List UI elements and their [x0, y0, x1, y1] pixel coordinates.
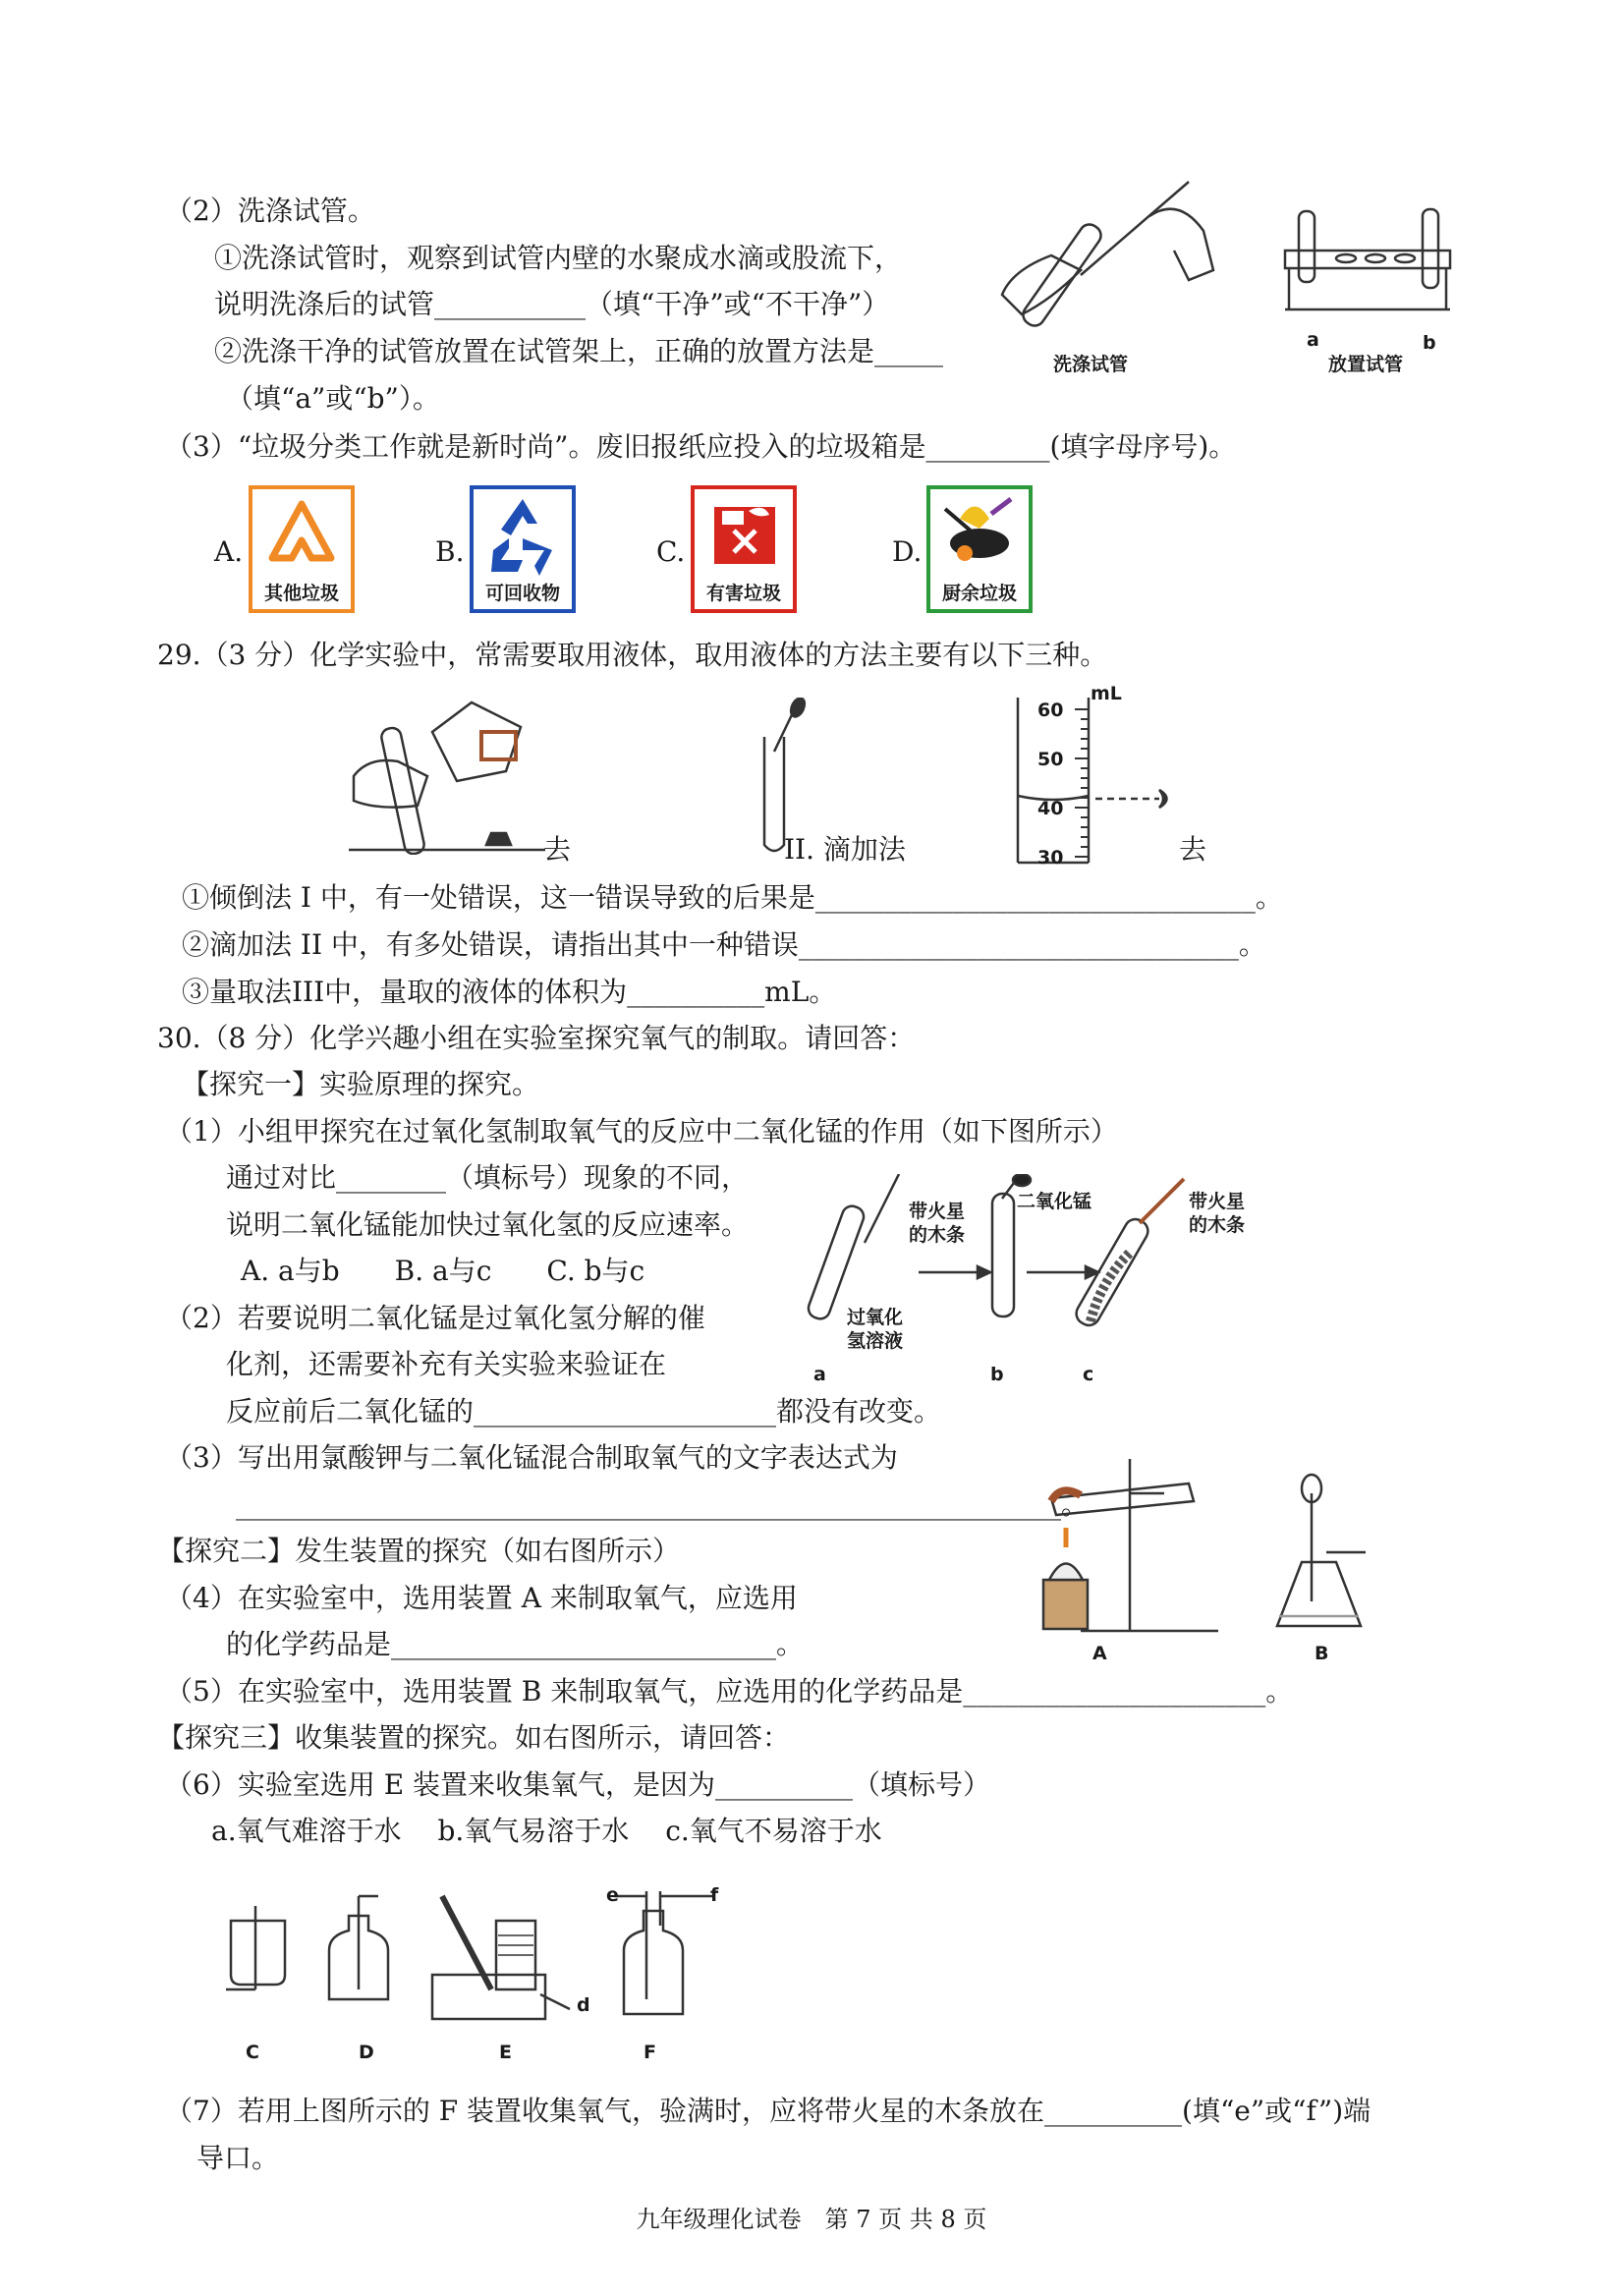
- q28-part2-line4: （填“a”或“b”）。: [226, 382, 440, 415]
- q30-part1-line1: 通过对比________（填标号）现象的不同，: [226, 1161, 750, 1194]
- tube-rack-figure: [1277, 201, 1459, 339]
- q30-part4-line1: （4）在实验室中，选用装置 A 来制取氧气，应选用: [165, 1582, 798, 1614]
- cylinder-tick-40: 40: [1037, 798, 1064, 819]
- splint-label-1b: 的木条: [909, 1224, 966, 1246]
- q30-part4-line2: 的化学药品是____________________________。: [226, 1628, 805, 1660]
- tube-d-label: d: [577, 1994, 590, 2016]
- q29-line3: ③量取法III中，量取的液体的体积为__________mL。: [182, 976, 837, 1008]
- kitchen-waste-icon: [930, 489, 1029, 583]
- q28-part3: （3）“垃圾分类工作就是新时尚”。废旧报纸应投入的垃圾箱是_________(填字母序号)。: [165, 430, 1237, 463]
- q30-part1: （1）小组甲探究在过氧化氢制取氧气的反应中二氧化锰的作用（如下图所示）: [165, 1115, 1118, 1148]
- h2o2-label-b: 氢溶液: [847, 1330, 904, 1352]
- splint-label-2a: 带火星: [1189, 1191, 1246, 1212]
- q28-part2-line3: ②洗涤干净的试管放置在试管架上，正确的放置方法是_____: [214, 335, 944, 367]
- q30-section1: 【探究一】实验原理的探究。: [182, 1068, 540, 1100]
- q30-section3: 【探究三】收集装置的探究。如右图所示，请回答：: [157, 1721, 791, 1754]
- q30-part6-options: a.氧气难溶于水 b.氧气易溶于水 c.氧气不易溶于水: [211, 1815, 882, 1847]
- q28-part2-line2: 说明洗涤后的试管___________（填“干净”或“不干净”）: [214, 288, 890, 320]
- q30-part2-line2: 化剂，还需要补充有关实验来验证在: [226, 1348, 667, 1380]
- bin-d-letter: D.: [892, 535, 923, 568]
- pouring-method-figure: [349, 688, 575, 855]
- wash-figure-label: 洗涤试管: [1053, 354, 1129, 375]
- rack-label-b: b: [1423, 332, 1436, 354]
- bin-recyclable: [470, 485, 576, 613]
- bin-hazardous: [691, 485, 797, 613]
- h2o2-label-a: 过氧化: [847, 1307, 904, 1328]
- cylinder-tick-60: 60: [1037, 700, 1064, 721]
- tube-label-c: c: [1083, 1364, 1094, 1385]
- apparatus-B-label: B: [1315, 1643, 1329, 1664]
- bin-hazardous-label: 有害垃圾: [705, 583, 781, 604]
- q30-part1-line2: 说明二氧化锰能加快过氧化氢的反应速率。: [226, 1208, 750, 1241]
- generation-apparatus-figure: [1022, 1454, 1385, 1636]
- pouring-label: 去: [543, 833, 572, 866]
- splint-label-1a: 带火星: [909, 1201, 966, 1222]
- dropping-method-figure: [747, 698, 825, 855]
- bin-other-label: 其他垃圾: [263, 583, 339, 604]
- q30-part2-line3: 反应前后二氧化锰的______________________都没有改变。: [226, 1395, 942, 1428]
- q29-line2: ②滴加法 II 中，有多处错误，请指出其中一种错误________________________________。: [182, 928, 1266, 961]
- apparatus-F-label: F: [644, 2042, 656, 2063]
- bin-other-waste: [249, 485, 355, 613]
- tube-label-b: b: [990, 1364, 1004, 1385]
- bin-kitchen-waste: [926, 485, 1033, 613]
- tube-label-a: a: [813, 1364, 826, 1385]
- port-f-label: f: [710, 1884, 719, 1906]
- q28-part2-line1: ①洗涤试管时，观察到试管内壁的水聚成水滴或股流下，: [214, 242, 903, 274]
- dropping-label: II. 滴加法: [784, 833, 906, 866]
- rack-figure-label: 放置试管: [1328, 354, 1404, 375]
- bin-a-letter: A.: [214, 535, 244, 568]
- bin-c-letter: C.: [656, 535, 686, 568]
- cylinder-tick-50: 50: [1037, 749, 1064, 770]
- apparatus-A-label: A: [1092, 1643, 1107, 1664]
- q30-part6: （6）实验室选用 E 装置来收集氧气，是因为__________（填标号）: [165, 1768, 991, 1801]
- q30-part2-line1: （2）若要说明二氧化锰是过氧化氢分解的催: [165, 1302, 705, 1334]
- collection-apparatus-figure: [221, 1891, 732, 2029]
- q30-part1-options: A. a与b B. a与c C. b与c: [241, 1255, 645, 1287]
- q30-part7-line1: （7）若用上图所示的 F 装置收集氧气，验满时，应将带火星的木条放在__________(填“e”或“f”)端: [165, 2095, 1371, 2127]
- q30-section2: 【探究二】发生装置的探究（如右图所示）: [157, 1535, 681, 1567]
- rack-label-a: a: [1307, 329, 1319, 351]
- apparatus-E-label: E: [499, 2042, 512, 2063]
- apparatus-C-label: C: [246, 2042, 259, 2063]
- q30-part7-line2: 导口。: [196, 2142, 280, 2174]
- other-waste-icon: [252, 489, 351, 583]
- bin-kitchen-label: 厨余垃圾: [941, 583, 1017, 604]
- q30-part5: （5）在实验室中，选用装置 B 来制取氧气，应选用的化学药品是______________________。: [165, 1675, 1294, 1708]
- q30-part3-blank: ____________________________________________________________。: [236, 1488, 1090, 1521]
- measuring-label: 去: [1179, 833, 1207, 866]
- cylinder-unit: mL: [1091, 683, 1122, 704]
- apparatus-D-label: D: [359, 2042, 374, 2063]
- page-footer: 九年级理化试卷 第 7 页 共 8 页: [636, 2206, 987, 2233]
- q28-part2-title: （2）洗涤试管。: [165, 195, 375, 227]
- bin-b-letter: B.: [435, 535, 465, 568]
- hazardous-icon: [695, 489, 793, 583]
- q30-title: 30.（8 分）化学兴趣小组在实验室探究氧气的制取。请回答：: [157, 1022, 916, 1054]
- q29-line1: ①倾倒法 I 中，有一处错误，这一错误导致的后果是________________________________。: [182, 881, 1283, 914]
- q30-part3: （3）写出用氯酸钾与二氧化锰混合制取氧气的文字表达式为: [165, 1441, 898, 1474]
- recycle-icon: [474, 489, 572, 583]
- splint-label-2b: 的木条: [1189, 1214, 1246, 1236]
- mno2-label: 二氧化锰: [1017, 1191, 1092, 1212]
- q29-title: 29.（3 分）化学实验中，常需要取用液体，取用液体的方法主要有以下三种。: [157, 639, 1108, 671]
- port-e-label: e: [606, 1884, 619, 1906]
- cylinder-tick-30: 30: [1037, 847, 1064, 868]
- bin-recyclable-label: 可回收物: [484, 583, 560, 604]
- wash-test-tube-figure: [992, 177, 1228, 334]
